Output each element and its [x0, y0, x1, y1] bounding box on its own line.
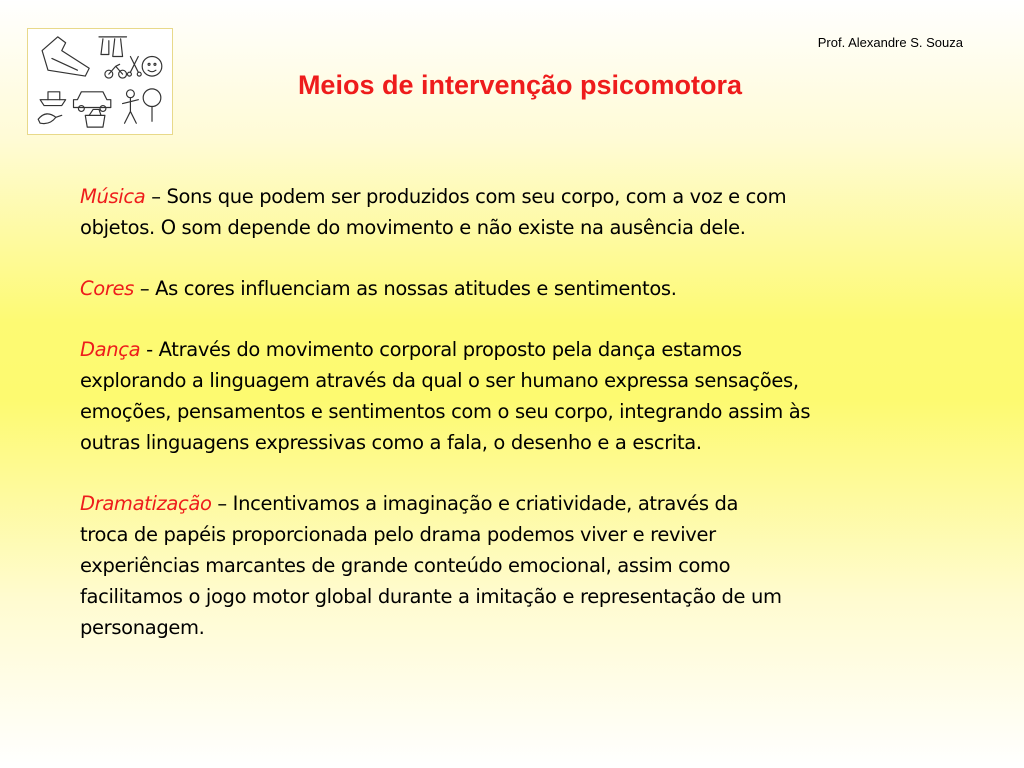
term-label: Dança — [80, 338, 141, 361]
text-line: personagem. — [80, 616, 205, 639]
description-text: – As cores influenciam as nossas atitudes e sentimentos. — [133, 277, 677, 300]
text-line: explorando a linguagem através da qual o ser humano expressa sensações, — [80, 369, 799, 392]
term-label: Cores — [80, 277, 134, 300]
text-line — [80, 181, 980, 212]
text-line: outras linguagens expressivas como a fala, o desenho e a escrita. — [80, 431, 702, 454]
description-text: – Incentivamos a imaginação e criatividade, através da — [211, 492, 739, 515]
text-line: emoções, pensamentos e sentimentos com o seu corpo, integrando assim às — [80, 400, 811, 423]
text-line: objetos. O som depende do movimento e não existe na ausência dele. — [80, 216, 746, 239]
paragraph-cores — [80, 273, 980, 304]
text-line: facilitamos o jogo motor global durante a imitação e representação de um — [80, 585, 782, 608]
text-line — [80, 273, 980, 304]
logo-image — [27, 28, 173, 135]
paragraph-danca — [80, 334, 980, 458]
text-line — [80, 488, 980, 519]
term-label: Música — [80, 185, 146, 208]
page-title: Meios de intervenção psicomotora — [297, 70, 743, 100]
author-label: Prof. Alexandre S. Souza — [817, 35, 963, 50]
term-label: Dramatização — [80, 492, 212, 515]
content-body — [80, 181, 980, 673]
text-line: experiências marcantes de grande conteúdo emocional, assim como — [80, 554, 731, 577]
paragraph-dramatizacao — [80, 488, 980, 643]
psychomotor-sketch-logo-icon — [28, 29, 172, 134]
description-text: – Sons que podem ser produzidos com seu corpo, com a voz e com — [145, 185, 787, 208]
text-line — [80, 334, 980, 365]
text-line: troca de papéis proporcionada pelo drama podemos viver e reviver — [80, 523, 716, 546]
description-text: - Através do movimento corporal proposto pela dança estamos — [140, 338, 742, 361]
paragraph-musica — [80, 181, 980, 243]
